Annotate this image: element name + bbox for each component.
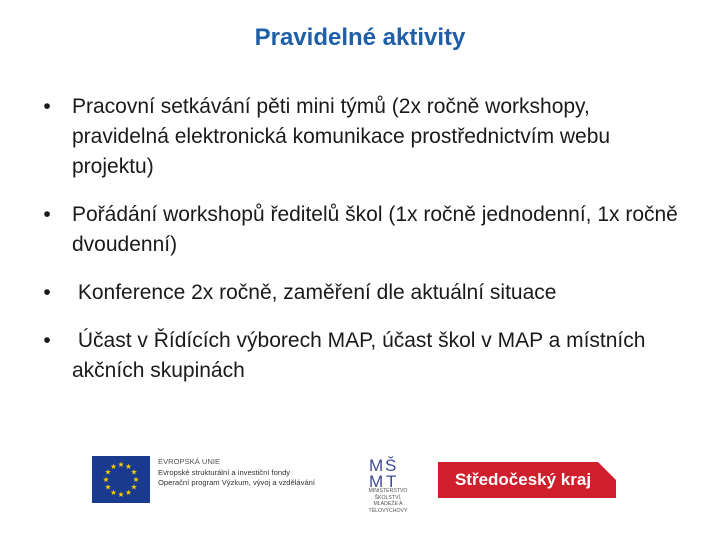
svg-text:Š: Š	[385, 456, 397, 475]
bullet-text: Pořádání workshopů ředitelů škol (1x ročně jednodenní, 1x ročně dvoudenní)	[72, 203, 678, 256]
eu-star-icon: ★	[130, 467, 138, 477]
kraj-label: Středočeský kraj	[454, 470, 592, 489]
stredocesky-kraj-logo	[438, 462, 616, 498]
bullet-dot-icon: •	[43, 329, 51, 352]
eu-line-3: Operační program Výzkum, vývoj a vzdělávání	[158, 478, 316, 487]
bullet-list	[40, 92, 680, 404]
svg-text:M: M	[369, 456, 384, 475]
eu-logo-text	[158, 456, 315, 489]
eu-line-1: EVROPSKÁ UNIE	[158, 457, 221, 466]
bullet-dot-icon: •	[43, 95, 51, 118]
bullet-item	[40, 92, 680, 182]
logo-strip	[0, 452, 720, 512]
bullet-text: Účast v Řídících výborech MAP, účast škol v MAP a místních akčních skupinách	[72, 329, 652, 382]
bullet-item	[40, 326, 680, 386]
eu-star-icon: ★	[104, 467, 112, 477]
eu-flag-icon	[92, 456, 150, 503]
svg-text:M: M	[369, 472, 384, 488]
slide-title: Pravidelné aktivity	[254, 24, 466, 51]
msmt-line-2: MLÁDEŽE A TĚLOVÝCHOVY	[368, 501, 408, 514]
eu-star-icon: ★	[110, 462, 117, 472]
eu-star-icon: ★	[117, 490, 125, 500]
bullet-item	[40, 200, 680, 260]
msmt-line-1: MINISTERSTVO ŠKOLSTVÍ,	[368, 488, 408, 501]
msmt-logo-icon	[355, 454, 421, 488]
eu-star-icon: ★	[117, 460, 125, 470]
eu-star-icon: ★	[110, 488, 117, 498]
bullet-dot-icon: •	[43, 281, 51, 304]
eu-star-icon: ★	[125, 462, 132, 472]
svg-text:T: T	[386, 472, 397, 488]
bullet-dot-icon: •	[43, 203, 51, 226]
msmt-logo	[355, 454, 421, 514]
eu-line-2: Evropské strukturální a investiční fondy	[158, 467, 291, 477]
eu-star-icon: ★	[102, 475, 110, 485]
eu-star-icon: ★	[130, 482, 138, 492]
bullet-item	[40, 278, 680, 308]
eu-star-icon: ★	[132, 475, 140, 485]
bullet-text: Pracovní setkávání pěti mini týmů (2x ročně workshopy, pravidelná elektronická komunikace prostřednictvím webu projektu)	[72, 95, 611, 178]
msmt-caption	[355, 488, 421, 514]
bullet-text: Konference 2x ročně, zaměření dle aktuální situace	[72, 281, 557, 304]
eu-star-icon: ★	[104, 482, 112, 492]
eu-logo	[92, 456, 315, 503]
eu-star-icon: ★	[125, 488, 132, 498]
